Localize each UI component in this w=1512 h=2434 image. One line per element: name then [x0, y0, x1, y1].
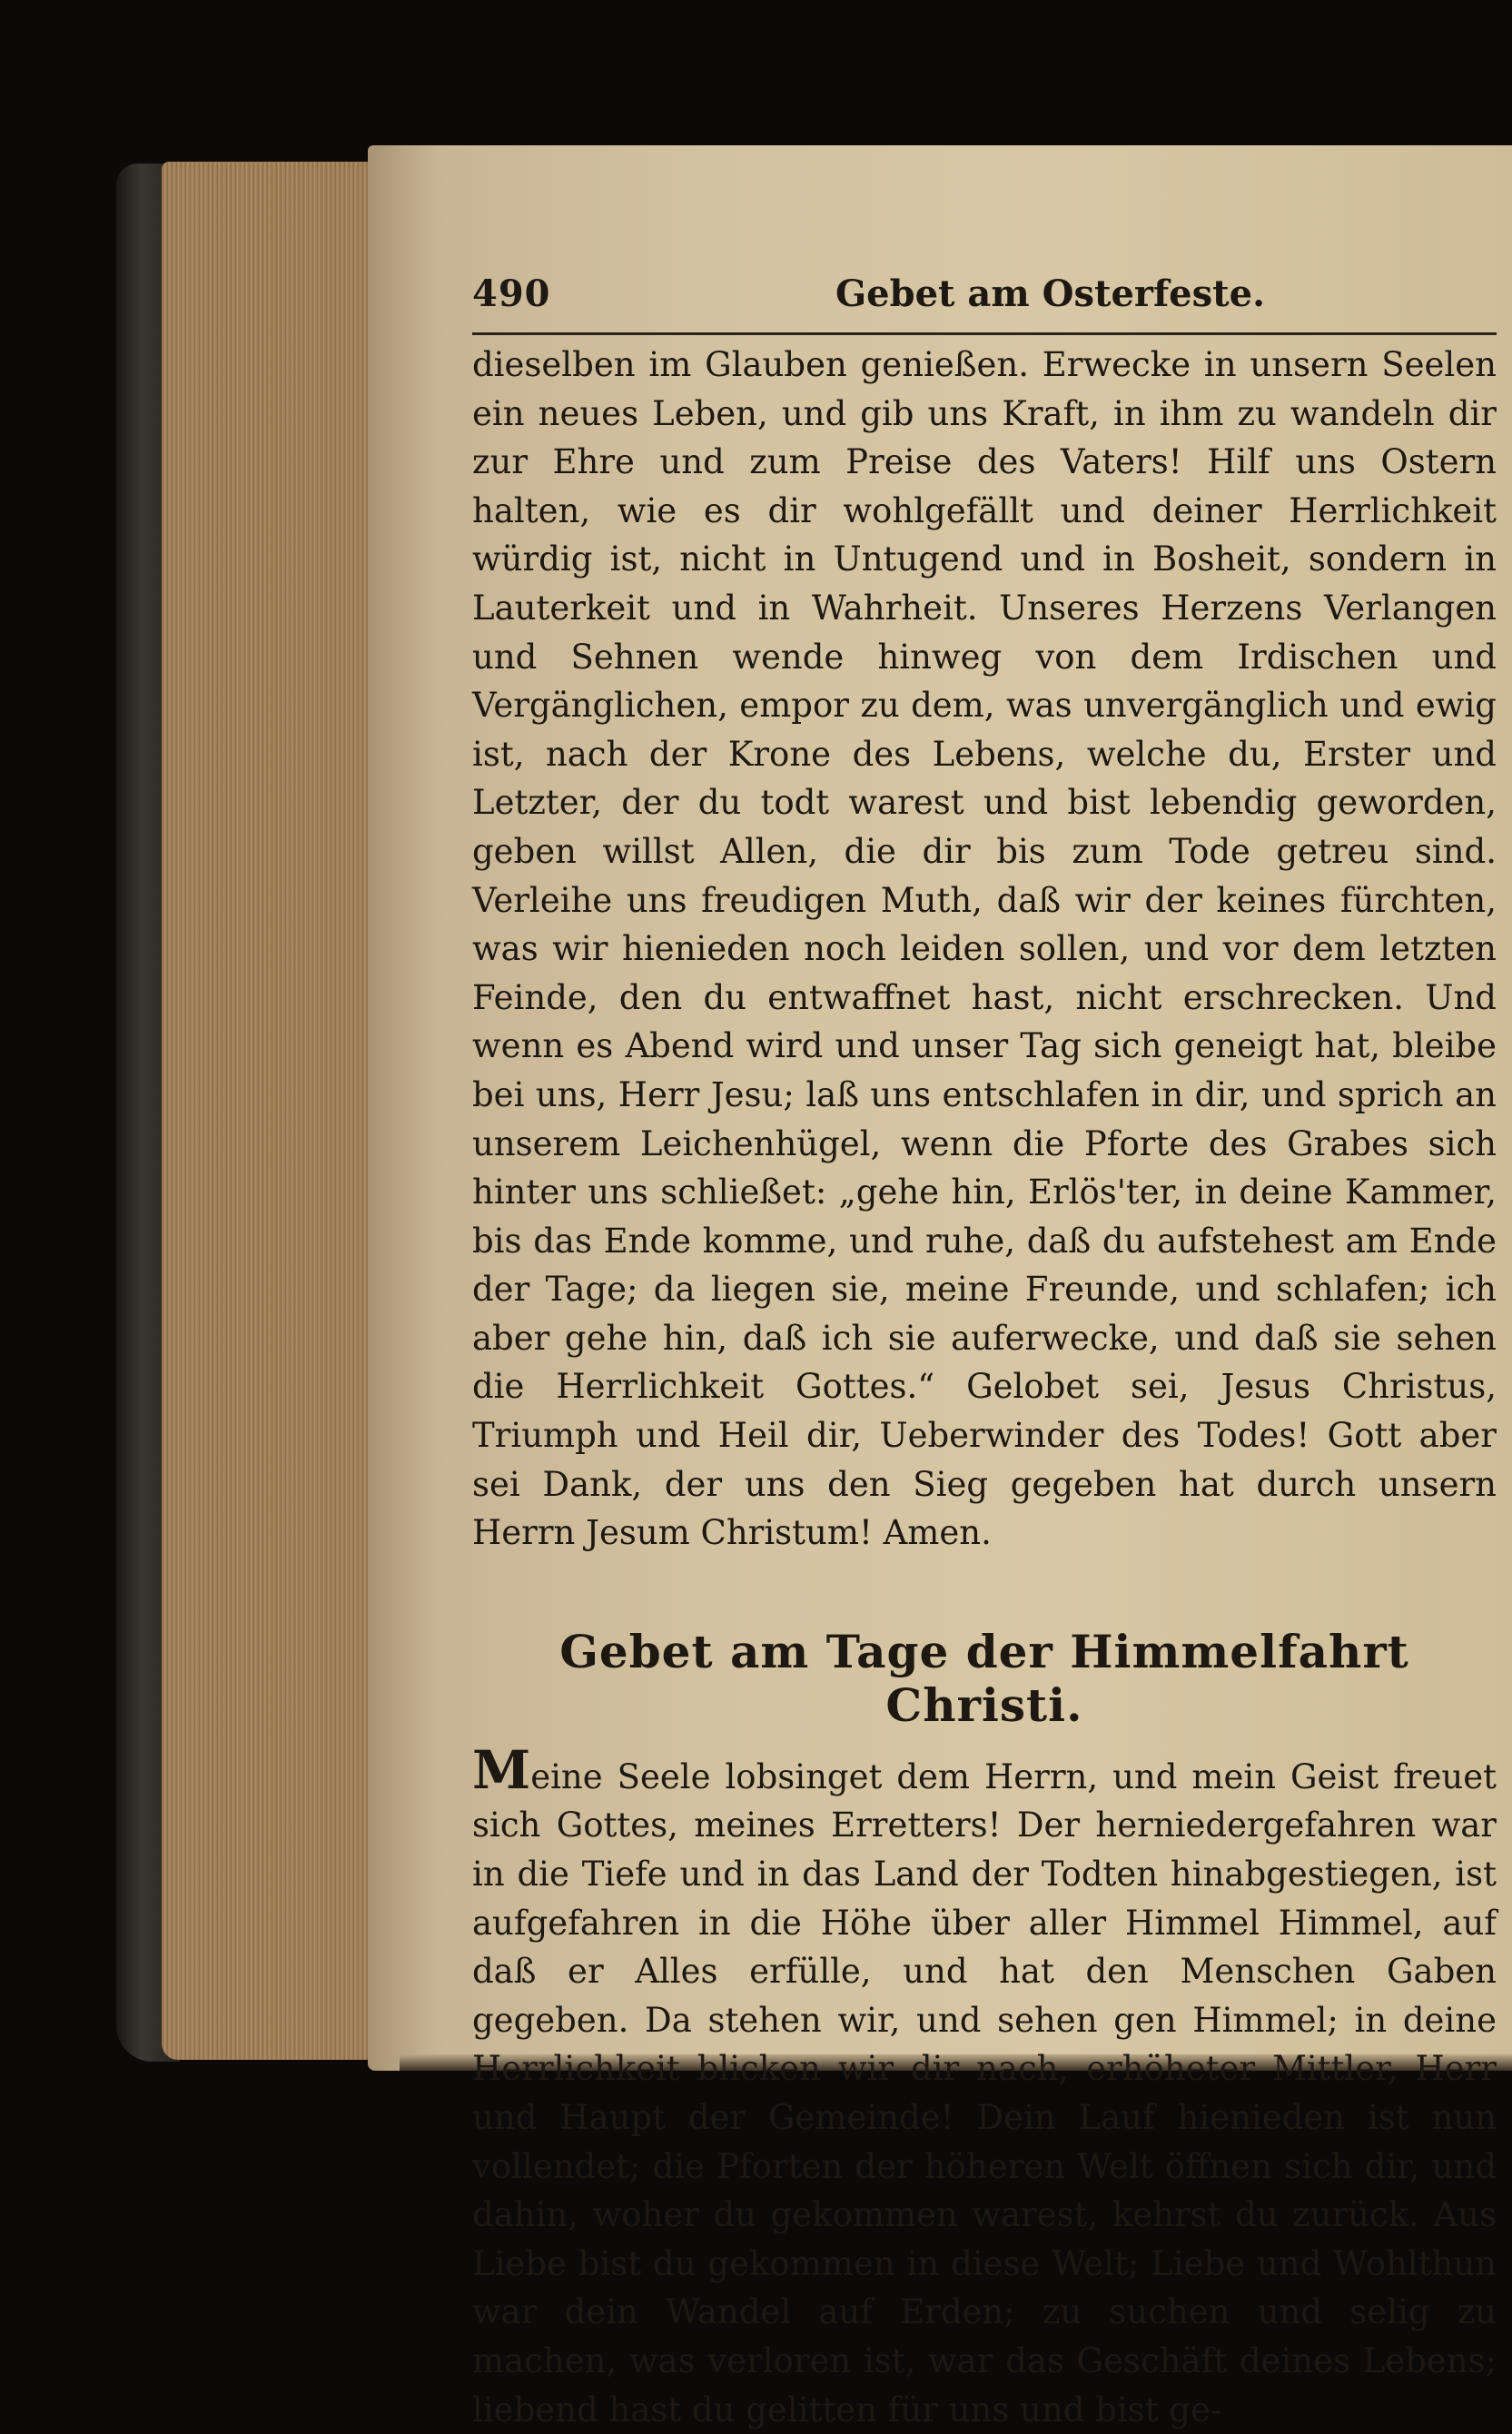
drop-cap: M	[472, 1738, 531, 1801]
running-head	[472, 269, 1497, 335]
section-heading: Gebet am Tage der Himmelfahrt Christi.	[559, 1624, 1409, 1732]
body-paragraph-2-text: eine Seele lobsinget dem Herrn, und mein Geist freuet sich Gottes, meines Erretters! Der herniedergefahren war in die Tiefe und in das Land der Todten hinabgestiegen, ist aufgefahren in die Höhe über aller Himmel Himmel, auf daß er Alles erfülle, und hat den Menschen Gaben gegeben. Da stehen wir, und sehen gen Himmel; in deine Herrlichkeit blicken wir dir nach, erhöheter Mittler, Herr und Haupt der Gemeinde! Dein Lauf hienieden ist nun vollendet; die Pforten der höheren Welt öffnen sich dir, und dahin, woher du gekommen warest, kehrst du zurück. Aus Liebe bist du gekommen in diese Welt; Liebe und Wohlthun war dein Wandel auf Erden; zu suchen und selig zu machen, was verloren ist, war das Geschäft deines Lebens; liebend hast du gelitten für uns und bist ge-	[472, 1756, 1497, 2429]
body-paragraph-2	[472, 1738, 1497, 2434]
body-paragraph-1: dieselben im Glauben genießen. Erwecke in unsern Seelen ein neues Leben, und gib uns Kraft, in ihm zu wandeln dir zur Ehre und zum Preise des Vaters! Hilf uns Ostern halten, wie es dir wohlgefällt und deiner Herrlichkeit würdig ist, nicht in Untugend und in Bosheit, sondern in Lauterkeit und in Wahrheit. Unseres Herzens Verlangen und Sehnen wende hinweg von dem Irdischen und Vergänglichen, empor zu dem, was unvergänglich und ewig ist, nach der Krone des Lebens, welche du, Erster und Letzter, der du todt warest und bist lebendig geworden, geben willst Allen, die dir bis zum Tode getreu sind. Verleihe uns freudigen Muth, daß wir der keines fürchten, was wir hienieden noch leiden sollen, und vor dem letzten Feinde, den du entwaffnet hast, nicht erschrecken. Und wenn es Abend wird und unser Tag sich geneigt hat, bleibe bei uns, Herr Jesu; laß uns entschlafen in dir, und sprich an unserem Leichenhügel, wenn die Pforte des Grabes sich hinter uns schließet: „gehe hin, Erlös'ter, in deine Kammer, bis das Ende komme, und ruhe, daß du aufstehest am Ende der Tage; da liegen sie, meine Freunde, und schlafen; ich aber gehe hin, daß ich sie auferwecke, und daß sie sehen die Herrlichkeit Gottes.“ Gelobet sei, Jesus Christus, Triumph und Heil dir, Ueberwinder des Todes! Gott aber sei Dank, der uns den Sieg gegeben hat durch unsern Herrn Jesum Christum! Amen.	[472, 345, 1497, 1553]
running-title: Gebet am Osterfeste.	[835, 272, 1265, 315]
page-number: 490	[472, 272, 551, 315]
page-content	[472, 269, 1497, 2434]
page-edges	[162, 162, 389, 2060]
